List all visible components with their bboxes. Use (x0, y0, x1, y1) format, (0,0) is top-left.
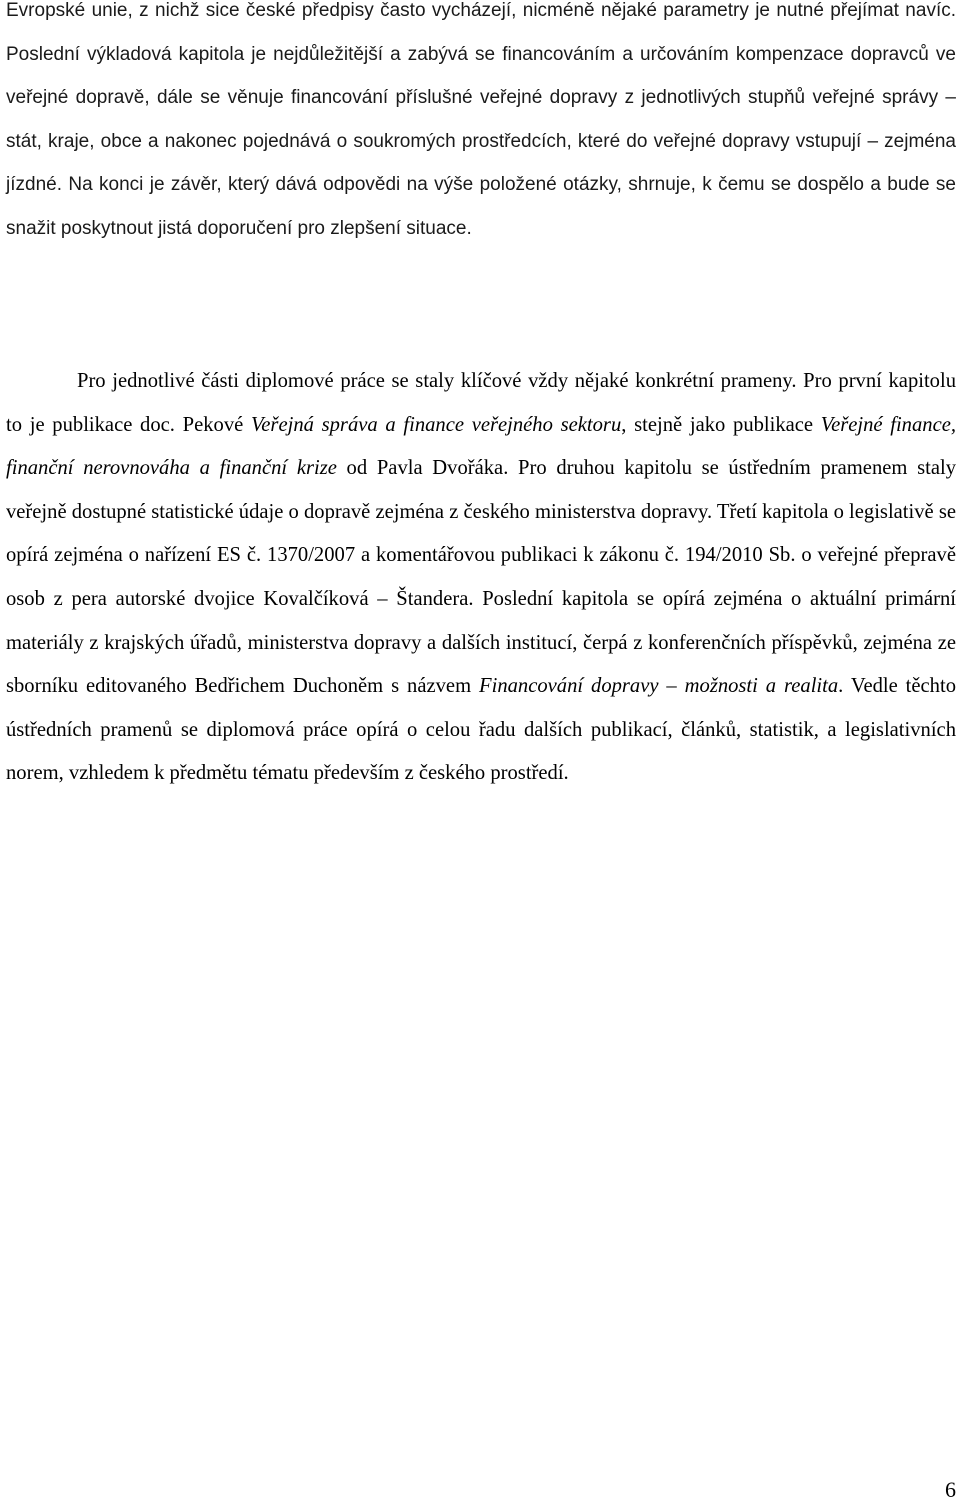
paragraph-sources-text-1: Pro jednotlivé části diplomové práce se staly klíčové vždy nějaké konkrétní prameny. Pro první kapitolu to je publikace doc. Pekové (6, 370, 956, 436)
book-title-verejne-finance: Veřejné finance, finanční nerovnováha a finanční krize (6, 413, 957, 480)
page-number: 6 (945, 1477, 956, 1502)
paragraph-sources (6, 360, 956, 796)
book-title-financovani-dopravy: Financování dopravy – možnosti a realita (479, 675, 839, 698)
paragraph-sources-text-4: . Vedle těchto ústředních pramenů se diplomová práce opírá o celou řadu dalších publikací, článků, statistik, a legislativních norem, vzhledem k předmětu tématu především z českého prostředí. (6, 675, 956, 785)
paragraph-sources-text-2: , stejně jako publikace (621, 413, 821, 436)
book-title-verejna-sprava: Veřejná správa a finance veřejného sektoru (251, 413, 622, 436)
paragraph-chapter-overview: Evropské unie, z nichž sice české předpisy často vycházejí, nicméně nějaké parametry je nutné přejímat navíc. Poslední výkladová kapitola je nejdůležitější a zabývá se financováním a určováním kompenzace dopravců ve veřejné dopravě, dále se věnuje financování příslušné veřejné dopravy z jednotlivých stupňů veřejné správy – stát, kraje, obce a nakonec pojednává o soukromých prostředcích, které do veřejné dopravy vstupují – zejména jízdné. Na konci je závěr, který dává odpovědi na výše položené otázky, shrnuje, k čemu se dospělo a bude se snažit poskytnout jistá doporučení pro zlepšení situace. (6, 0, 956, 239)
paragraph-sources-text-3: od Pavla Dvořáka. Pro druhou kapitolu se ústředním pramenem staly veřejně dostupné statistické údaje o dopravě zejména z českého ministerstva dopravy. Třetí kapitola o legislativě se opírá zejména o nařízení ES č. 1370/2007 a komentářovou publikaci k zákonu č. 194/2010 Sb. o veřejné přepravě osob z pera autorské dvojice Kovalčíková – Štandera. Poslední kapitola se opírá zejména o aktuální primární materiály z krajských úřadů, ministerstva dopravy a dalších institucí, čerpá z konferenčních příspěvků, zejména ze sborníku editovaného Bedřichem Duchoněm s názvem (6, 457, 956, 698)
